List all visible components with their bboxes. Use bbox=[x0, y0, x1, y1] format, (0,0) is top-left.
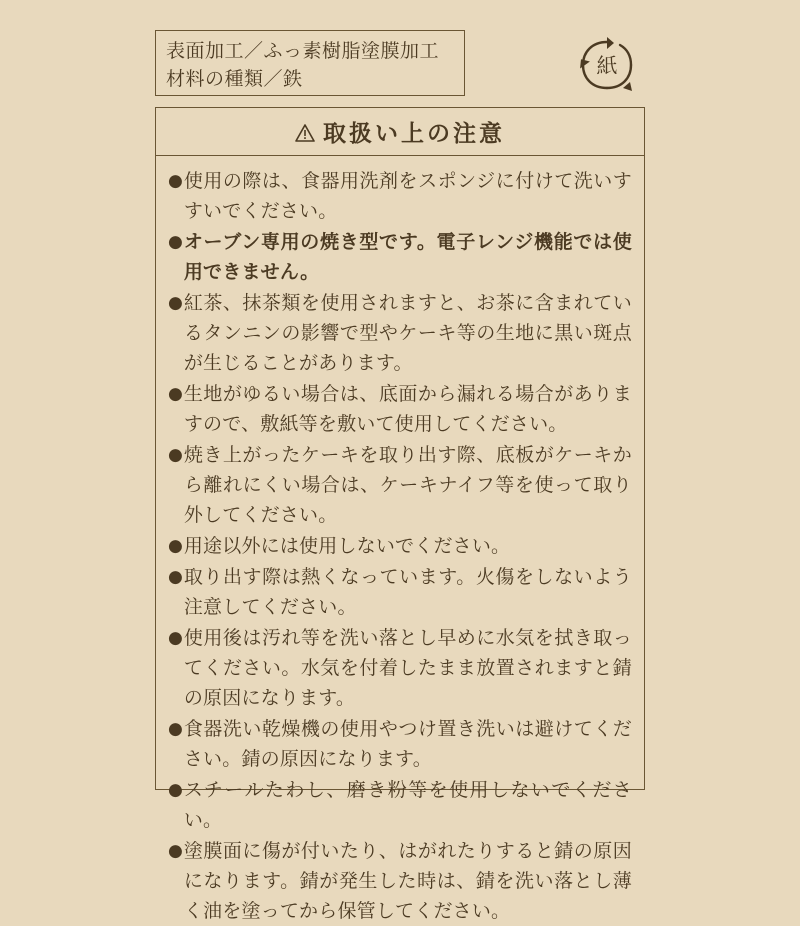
list-bullet: ● bbox=[168, 171, 183, 191]
list-item-text: 生地がゆるい場合は、底面から漏れる場合がありますので、敷紙等を敷いて使用してください。 bbox=[183, 383, 632, 435]
spec-line-material-type: 材料の種類／鉄 bbox=[166, 68, 303, 90]
list-item bbox=[168, 379, 632, 439]
list-item bbox=[168, 288, 632, 378]
list-bullet: ● bbox=[168, 780, 183, 800]
list-item-text: スチールたわし、磨き粉等を使用しないでください。 bbox=[183, 779, 632, 831]
recycle-paper-label: 紙 bbox=[596, 54, 618, 78]
list-item-text: 塗膜面に傷が付いたり、はがれたりすると錆の原因になります。錆が発生した時は、錆を洗い落とし薄く油を塗ってから保管してください。 bbox=[183, 840, 632, 922]
caution-header bbox=[156, 108, 644, 156]
list-item-text: 使用の際は、食器用洗剤をスポンジに付けて洗いすすいでください。 bbox=[183, 170, 632, 222]
list-item bbox=[168, 440, 632, 530]
list-item-text: 取り出す際は熱くなっています。火傷をしないよう注意してください。 bbox=[183, 566, 632, 618]
list-bullet: ● bbox=[168, 445, 183, 465]
list-bullet: ● bbox=[168, 719, 183, 739]
list-bullet: ● bbox=[168, 841, 183, 861]
caution-panel bbox=[155, 107, 645, 922]
list-item bbox=[168, 227, 632, 287]
list-bullet: ● bbox=[168, 628, 183, 648]
list-item-text: オーブン専用の焼き型です。電子レンジ機能では使用できません。 bbox=[183, 231, 632, 283]
warning-triangle-icon bbox=[295, 124, 315, 142]
list-bullet: ● bbox=[168, 567, 183, 587]
list-item bbox=[168, 531, 632, 561]
list-bullet: ● bbox=[168, 293, 183, 313]
list-item-text: 紅茶、抹茶類を使用されますと、お茶に含まれているタンニンの影響で型やケーキ等の生地に黒い斑点が生じることがあります。 bbox=[183, 292, 632, 374]
spec-line-surface-treatment: 表面加工／ふっ素樹脂塗膜加工 bbox=[166, 40, 440, 62]
list-item bbox=[168, 714, 632, 774]
list-item bbox=[168, 166, 632, 226]
list-item bbox=[168, 562, 632, 622]
list-item-text: 用途以外には使用しないでください。 bbox=[183, 535, 511, 557]
list-item bbox=[168, 775, 632, 835]
caution-title: 取扱い上の注意 bbox=[323, 121, 505, 147]
list-item bbox=[168, 836, 632, 926]
list-item-text: 焼き上がったケーキを取り出す際、底板がケーキから離れにくい場合は、ケーキナイフ等を使って取り外してください。 bbox=[183, 444, 632, 526]
specification-box bbox=[155, 30, 465, 96]
list-item-text: 使用後は汚れ等を洗い落とし早めに水気を拭き取ってください。水気を付着したまま放置されますと錆の原因になります。 bbox=[183, 627, 632, 709]
recycle-paper-icon bbox=[578, 36, 636, 94]
list-item-text: 食器洗い乾燥機の使用やつけ置き洗いは避けてください。錆の原因になります。 bbox=[183, 718, 632, 770]
list-bullet: ● bbox=[168, 232, 183, 252]
list-bullet: ● bbox=[168, 536, 183, 556]
caution-note-list bbox=[156, 156, 644, 926]
list-item bbox=[168, 623, 632, 713]
list-bullet: ● bbox=[168, 384, 183, 404]
